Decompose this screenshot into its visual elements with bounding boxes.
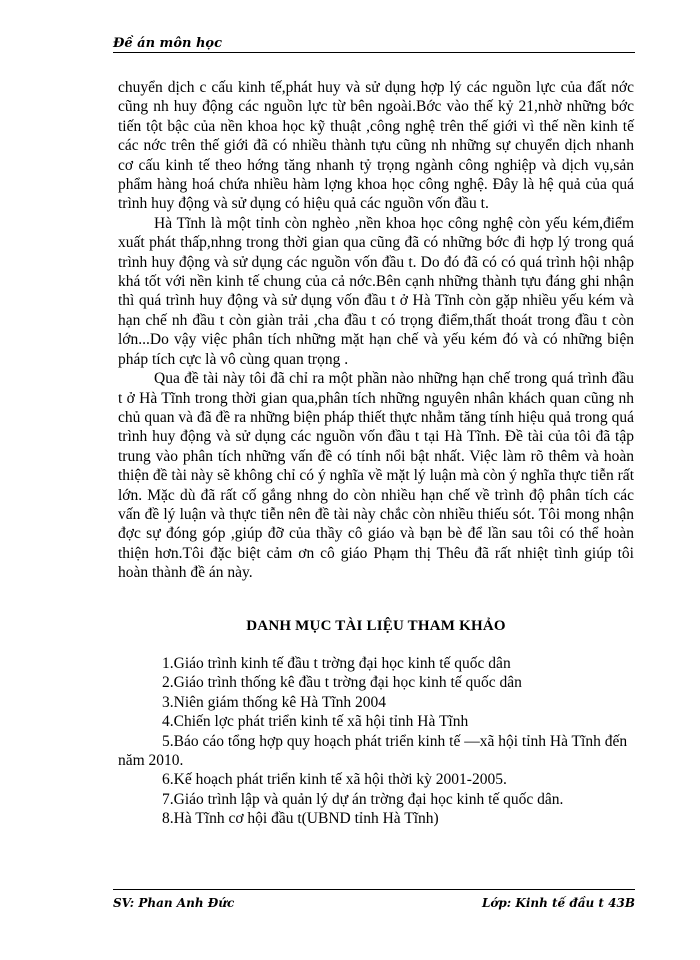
reference-item: 7.Giáo trình lập và quản lý dự án trờng đại học kinh tế quốc dân. (162, 790, 564, 808)
reference-item: 5.Báo cáo tổng hợp quy hoạch phát triển kinh tế —xã hội tỉnh Hà Tĩnh đến năm 2010. (118, 732, 628, 769)
main-content (118, 78, 634, 829)
references-list (118, 654, 634, 829)
paragraph-2: Hà Tĩnh là một tỉnh còn nghèo ,nền khoa học công nghệ còn yếu kém,điểm xuất phát thấp,nhng trong thời gian qua cũng đã có những bớc đi hợp lý trong quá trình huy động và sử dụng các nguồn vốn đầu t. Do đó đã có có quá trình hội nhập khá tốt với nền kinh tế chung của cả nớc.Bên cạnh những thành tựu đáng ghi nhận thì quá trình huy động và sử dụng vốn đầu t ở Hà Tĩnh còn gặp nhiều yếu kém và hạn chế nh đầu t còn giàn trải ,cha đầu t có trọng điểm,thất thoát trong đầu t còn lớn...Do vậy việc phân tích những mặt hạn chế và yếu kém đó và có những biện pháp tích cực là vô cùng quan trọng . (118, 214, 634, 368)
references-heading: DANH MỤC TÀI LIỆU THAM KHẢO (246, 617, 506, 634)
paragraph-3: Qua đề tài này tôi đã chỉ ra một phần nào những hạn chế trong quá trình đầu t ở Hà Tĩnh trong thời gian qua,phân tích những nguyên nhân khách quan cũng nh chủ quan và đã đề ra những biện pháp thiết thực nhằm tăng tính hiệu quả trong quá trình huy động và sử dụng các nguồn vốn đầu t tại Hà Tĩnh. Đề tài của tôi đã tập trung vào phân tích những vấn đề có tính nổi bật nhất. Việc làm rõ thêm và hoàn thiện đề tài này sẽ không chỉ có ý nghĩa về mặt lý luận mà còn ý nghĩa thực tiễn rất lớn. Mặc dù đã rất cố gắng nhng do còn nhiều hạn chế về trình độ phân tích các vấn đề lý luận và thực tiễn nên đề tài này chắc còn nhiều thiếu sót. Tôi mong nhận đợc sự đóng góp ,giúp đỡ của thầy cô giáo và bạn bè để lần sau tôi có thể hoàn thiện hơn.Tôi đặc biệt cảm ơn cô giáo Phạm thị Thêu đã rất nhiệt tình giúp tôi hoàn thành đề án này. (118, 370, 634, 582)
reference-item: 3.Niên giám thống kê Hà Tĩnh 2004 (162, 693, 387, 711)
page-header-title: Đề án môn học (113, 36, 223, 51)
reference-item: 8.Hà Tĩnh cơ hội đầu t(UBND tỉnh Hà Tĩnh) (162, 810, 439, 828)
reference-item: 4.Chiến lợc phát triển kinh tế xã hội tỉnh Hà Tĩnh (162, 713, 469, 731)
header-divider (113, 52, 635, 53)
paragraph-1: chuyển dịch c cấu kinh tế,phát huy và sử dụng hợp lý các nguồn lực của đất nớc cũng nh huy động các nguồn lực từ bên ngoài.Bớc vào thế kỷ 21,nhờ những bớc tiến tột bậc của nền khoa học kỹ thuật ,công nghệ trên thế giới vì thế nền kinh tế các nớc trên thế giới đã có nhiều thành tựu cũng nh những sự chuyển dịch nhanh cơ cấu kinh tế theo hớng tăng nhanh tỷ trọng ngành công nghiệp và dịch vụ,sản phẩm hàng hoá chứa nhiều hàm lợng khoa học công nghệ. Đây là hệ quả của quá trình huy động và sử dụng có hiệu quả các nguồn vốn đầu t. (118, 79, 634, 213)
footer-student-name: SV: Phan Anh Đức (113, 896, 235, 910)
reference-item: 2.Giáo trình thống kê đầu t trờng đại học kinh tế quốc dân (162, 674, 522, 692)
footer-class: Lớp: Kinh tế đầu t 43B (481, 896, 635, 910)
reference-item: 6.Kế hoạch phát triển kinh tế xã hội thời kỳ 2001-2005. (162, 771, 507, 789)
reference-item: 1.Giáo trình kinh tế đầu t trờng đại học kinh tế quốc dân (162, 654, 511, 672)
footer-divider (113, 889, 635, 890)
